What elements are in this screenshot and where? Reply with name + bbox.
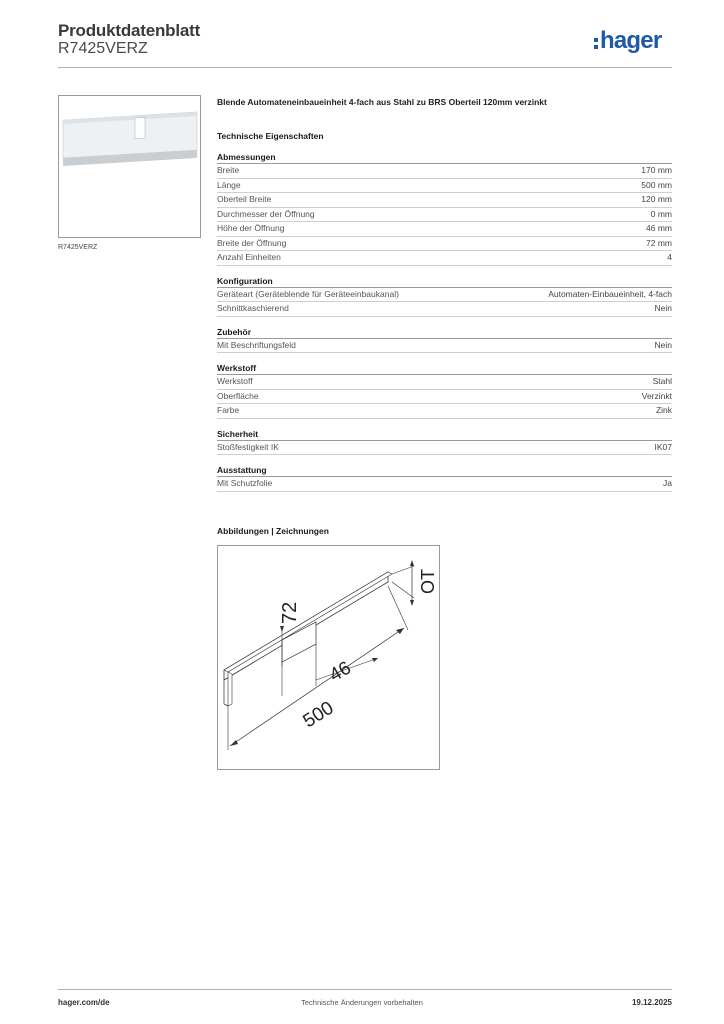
property-value: 72 mm (646, 237, 672, 248)
footer-website-link[interactable]: hager.com/de (58, 998, 110, 1007)
property-label: Länge (217, 179, 241, 190)
property-value: Verzinkt (641, 390, 672, 401)
thumbnail-caption: R7425VERZ (58, 244, 98, 251)
property-value: Ja (663, 478, 672, 488)
section-4 (217, 428, 672, 456)
property-row (217, 288, 672, 303)
footer-date: 19.12.2025 (631, 998, 672, 1007)
property-row (217, 339, 672, 354)
property-label: Breite (217, 165, 240, 175)
section-title: Zubehör (217, 326, 672, 339)
dim-label-height: 72 (279, 601, 301, 624)
property-row (217, 179, 672, 194)
section-title: Abmessungen (217, 151, 672, 164)
property-label: Mit Beschriftungsfeld (217, 339, 296, 350)
property-label: Stoßfestigkeit IK (217, 441, 279, 452)
property-value: Stahl (652, 376, 672, 386)
technical-properties-heading: Technische Eigenschaften (217, 131, 324, 141)
section-title: Sicherheit (217, 428, 672, 441)
property-label: Mit Schutzfolie (217, 478, 273, 488)
section-1 (217, 275, 672, 317)
property-value: 0 mm (650, 208, 672, 219)
product-thumbnail (58, 95, 201, 238)
property-value: Nein (654, 339, 672, 350)
property-label: Geräteart (Geräteblende für Geräteeinbaukanal) (217, 288, 399, 299)
property-row (217, 375, 672, 390)
property-row (217, 477, 672, 492)
product-details (217, 96, 672, 492)
property-label: Höhe der Öffnung (217, 223, 285, 233)
figures-heading: Abbildungen | Zeichnungen (217, 526, 329, 536)
article-number: R7425VERZ (58, 40, 148, 57)
page-title: Produktdatenblatt (58, 21, 201, 40)
dim-label-top: OT (418, 569, 438, 594)
property-label: Schnittkaschierend (217, 303, 289, 313)
property-value: 46 mm (646, 223, 672, 233)
footer-divider (58, 989, 672, 990)
property-label: Werkstoff (217, 376, 253, 386)
technical-drawing (217, 545, 440, 770)
product-thumbnail-icon (59, 96, 200, 237)
property-row (217, 164, 672, 179)
section-2 (217, 326, 672, 354)
property-row (217, 404, 672, 419)
dim-label-length: 500 (299, 697, 338, 733)
property-label: Durchmesser der Öffnung (217, 208, 315, 219)
product-description: Blende Automateneinbaueinheit 4-fach aus Stahl zu BRS Oberteil 120mm verzinkt (217, 97, 547, 107)
property-label: Oberfläche (217, 390, 259, 401)
property-value: Nein (654, 303, 672, 313)
section-title: Ausstattung (217, 464, 672, 477)
logo-text: hager (600, 27, 662, 54)
section-3 (217, 362, 672, 419)
property-row (217, 390, 672, 405)
property-value: 120 mm (641, 194, 672, 204)
property-row (217, 302, 672, 317)
property-row (217, 251, 672, 266)
property-label: Anzahl Einheiten (217, 252, 281, 262)
dimension-drawing-icon (218, 546, 439, 769)
hager-logo (594, 27, 661, 55)
dim-label-width: 46 (326, 657, 355, 687)
section-title: Konfiguration (217, 275, 672, 288)
footer-disclaimer: Technische Änderungen vorbehalten (301, 998, 423, 1007)
logo-dots-icon (594, 38, 598, 49)
property-row (217, 237, 672, 252)
property-value: Automaten-Einbaueinheit, 4-fach (548, 288, 672, 299)
property-value: 170 mm (641, 165, 672, 175)
header-divider (58, 67, 672, 68)
property-value: 4 (667, 252, 672, 262)
property-row (217, 441, 672, 456)
property-value: 500 mm (641, 179, 672, 190)
property-value: IK07 (654, 441, 672, 452)
section-0 (217, 151, 672, 266)
property-value: Zink (655, 405, 672, 415)
property-row (217, 193, 672, 208)
section-5 (217, 464, 672, 492)
property-label: Oberteil Breite (217, 194, 272, 204)
section-title: Werkstoff (217, 362, 672, 375)
property-sections (217, 151, 672, 492)
property-row (217, 222, 672, 237)
property-label: Breite der Öffnung (217, 237, 287, 248)
property-label: Farbe (217, 405, 240, 415)
property-row (217, 208, 672, 223)
